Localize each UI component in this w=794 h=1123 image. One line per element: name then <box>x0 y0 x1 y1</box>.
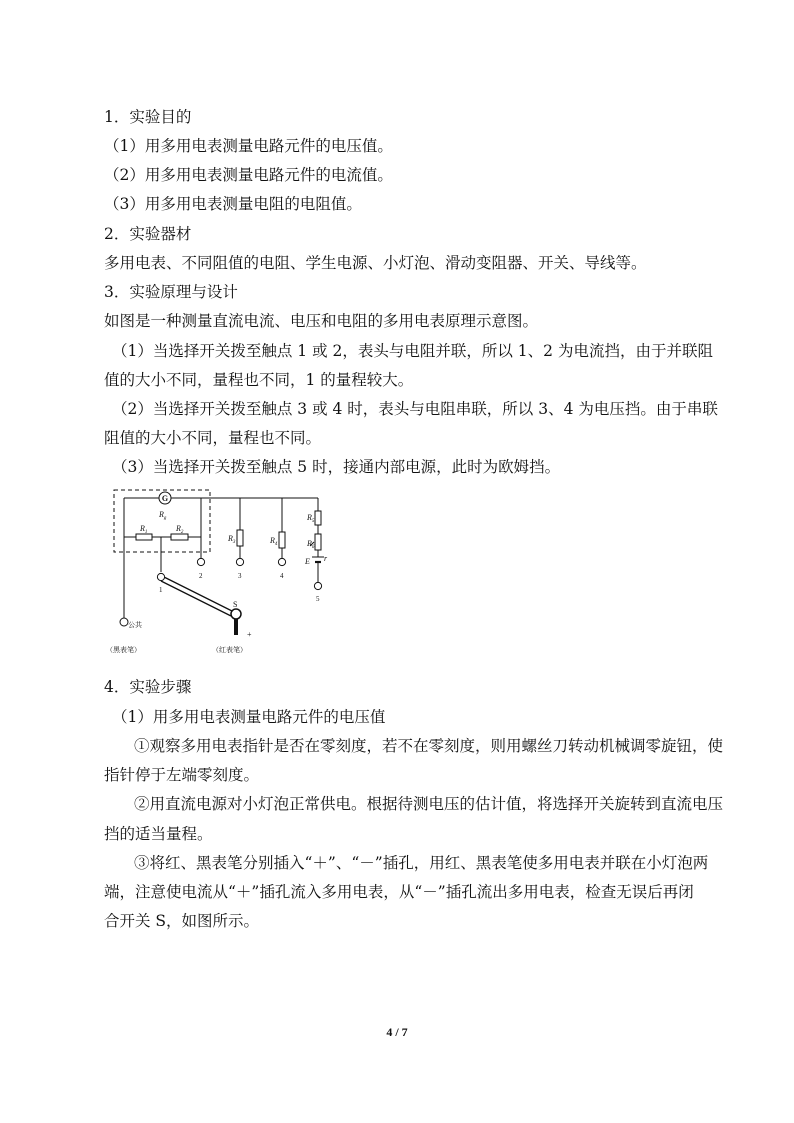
r3-label: $R_3$ <box>228 534 236 545</box>
aim-item-3: （3）用多用电表测量电阻的电阻值。 <box>104 195 362 213</box>
step-2-line1: ②用直流电源对小灯泡正常供电。根据待测电压的估计值，将选择开关旋转到直流电压 <box>134 795 724 813</box>
rg-label: $R_g$ <box>159 510 167 521</box>
r4-label: $R_4$ <box>270 536 278 547</box>
meter-label: G <box>161 494 169 503</box>
contact-5-label: 5 <box>316 595 320 603</box>
internal-r-label: r <box>324 554 328 563</box>
step-2-line2: 挡的适当量程。 <box>104 825 213 843</box>
black-probe-label: （黑表笔） <box>106 646 141 654</box>
principle-p3: （3）当选择开关拨至触点 5 时，接通内部电源，此时为欧姆挡。 <box>112 458 561 476</box>
contact-2-label: 2 <box>199 572 203 580</box>
section-4-title: 4．实验步骤 <box>104 678 192 696</box>
r5-label: $R_5$ <box>307 513 315 524</box>
section-1-title: 1．实验目的 <box>104 108 192 126</box>
switch-label: S <box>233 600 238 609</box>
step-3-line3: 合开关 S，如图所示。 <box>104 912 260 930</box>
circuit-svg <box>104 486 330 662</box>
principle-p2-line1: （2）当选择开关拨至触点 3 或 4 时，表头与电阻串联，所以 3、4 为电压挡。由于串联 <box>112 400 718 418</box>
multimeter-circuit-diagram <box>104 486 330 662</box>
r6-rheostat <box>315 534 321 550</box>
step-3-line1: ③将红、黑表笔分别插入“＋”、“－”插孔，用红、黑表笔使多用电表并联在小灯泡两 <box>134 854 709 872</box>
principle-p2-line2: 阻值的大小不同，量程也不同。 <box>104 429 322 447</box>
aim-item-1: （1）用多用电表测量电路元件的电压值。 <box>104 137 393 155</box>
emf-label: E <box>305 557 310 566</box>
plus-label: + <box>247 630 252 639</box>
page-number: 4 / 7 <box>386 1025 408 1039</box>
r2-label: $R_2$ <box>176 524 184 535</box>
red-probe-stem <box>234 619 238 635</box>
step-1-line1: ①观察多用电表指针是否在零刻度，若不在零刻度，则用螺丝刀转动机械调零旋钮，使 <box>134 737 724 755</box>
section-3-title: 3．实验原理与设计 <box>104 283 238 301</box>
aim-item-2: （2）用多用电表测量电路元件的电流值。 <box>104 166 393 184</box>
r6-label: $R_6$ <box>307 539 315 550</box>
switch-pivot <box>231 609 241 619</box>
contact-4-terminal <box>278 558 285 565</box>
step-1-line2: 指针停于左端零刻度。 <box>104 766 260 784</box>
contact-2-terminal <box>197 558 204 565</box>
contact-3-terminal <box>236 558 243 565</box>
r2-resistor <box>171 534 188 540</box>
contact-3-label: 3 <box>238 572 242 580</box>
principle-intro: 如图是一种测量直流电流、电压和电阻的多用电表原理示意图。 <box>104 312 539 330</box>
red-probe-label: （红表笔） <box>212 646 247 654</box>
principle-p1-line2: 值的大小不同，量程也不同，1 的量程较大。 <box>104 371 414 389</box>
common-jack <box>120 618 128 626</box>
equipment-text: 多用电表、不同阻值的电阻、学生电源、小灯泡、滑动变阻器、开关、导线等。 <box>104 254 647 272</box>
r5-resistor <box>315 511 321 525</box>
common-label: 公共 <box>128 621 142 629</box>
step-3-line2: 端，注意使电流从“＋”插孔流入多用电表，从“－”插孔流出多用电表，检查无误后再闭 <box>104 883 694 901</box>
section-2-title: 2．实验器材 <box>104 225 192 243</box>
r3-resistor <box>237 530 243 546</box>
contact-4-label: 4 <box>280 572 284 580</box>
r1-label: $R_1$ <box>140 524 148 535</box>
steps-subtitle: （1）用多用电表测量电路元件的电压值 <box>112 708 386 726</box>
r4-resistor <box>279 532 285 548</box>
contact-5-terminal <box>314 582 321 589</box>
contact-1-terminal <box>157 573 164 580</box>
contact-1-label: 1 <box>159 586 163 594</box>
principle-p1-line1: （1）当选择开关拨至触点 1 或 2，表头与电阻并联，所以 1、2 为电流挡，由于并联阻 <box>112 342 713 360</box>
